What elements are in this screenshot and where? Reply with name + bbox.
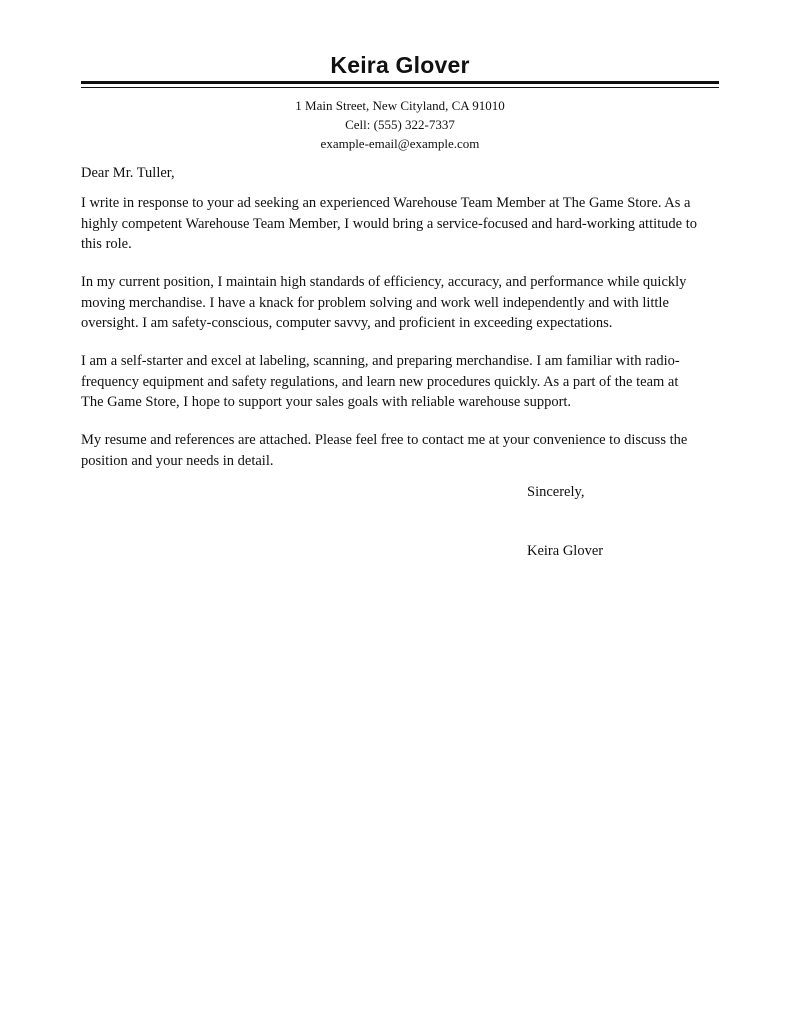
body-paragraph-1 bbox=[81, 193, 726, 255]
closing-line: Sincerely, bbox=[527, 484, 585, 500]
paragraph-line: My resume and references are attached. Please feel free to contact me at your convenience to discuss the bbox=[81, 432, 688, 448]
sender-email: example-email@example.com bbox=[320, 136, 480, 151]
paragraph-line: I am a self-starter and excel at labeling, scanning, and preparing merchandise. I am familiar with radio- bbox=[81, 353, 680, 369]
signature-name: Keira Glover bbox=[527, 543, 604, 559]
paragraph-line: The Game Store, I hope to support your sales goals with reliable warehouse support. bbox=[81, 394, 572, 410]
header-divider-thick bbox=[81, 81, 719, 84]
salutation: Dear Mr. Tuller, bbox=[81, 165, 175, 181]
paragraph-line: frequency equipment and safety regulations, and learn new procedures quickly. As a part of the team at bbox=[81, 373, 679, 390]
body-paragraph-3 bbox=[81, 351, 726, 413]
paragraph-line: In my current position, I maintain high standards of efficiency, accuracy, and performance while quickly bbox=[81, 274, 687, 290]
body-paragraph-4 bbox=[81, 430, 726, 471]
paragraph-line: this role. bbox=[81, 236, 132, 252]
paragraph-line: highly competent Warehouse Team Member, I would bring a service-focused and hard-working attitude to bbox=[81, 215, 697, 232]
sender-name-heading: Keira Glover bbox=[330, 52, 470, 78]
paragraph-line: moving merchandise. I have a knack for problem solving and work well independently and with little bbox=[81, 294, 669, 311]
paragraph-line: I write in response to your ad seeking an experienced Warehouse Team Member at The Game Store. As a bbox=[81, 195, 691, 211]
body-paragraph-2 bbox=[81, 272, 726, 334]
paragraph-line: oversight. I am safety-conscious, computer savvy, and proficient in exceeding expectations. bbox=[81, 315, 613, 331]
sender-address: 1 Main Street, New Cityland, CA 91010 bbox=[295, 98, 505, 113]
header-divider-thin bbox=[81, 87, 719, 88]
sender-phone: Cell: (555) 322-7337 bbox=[345, 117, 455, 132]
paragraph-line: position and your needs in detail. bbox=[81, 452, 274, 469]
